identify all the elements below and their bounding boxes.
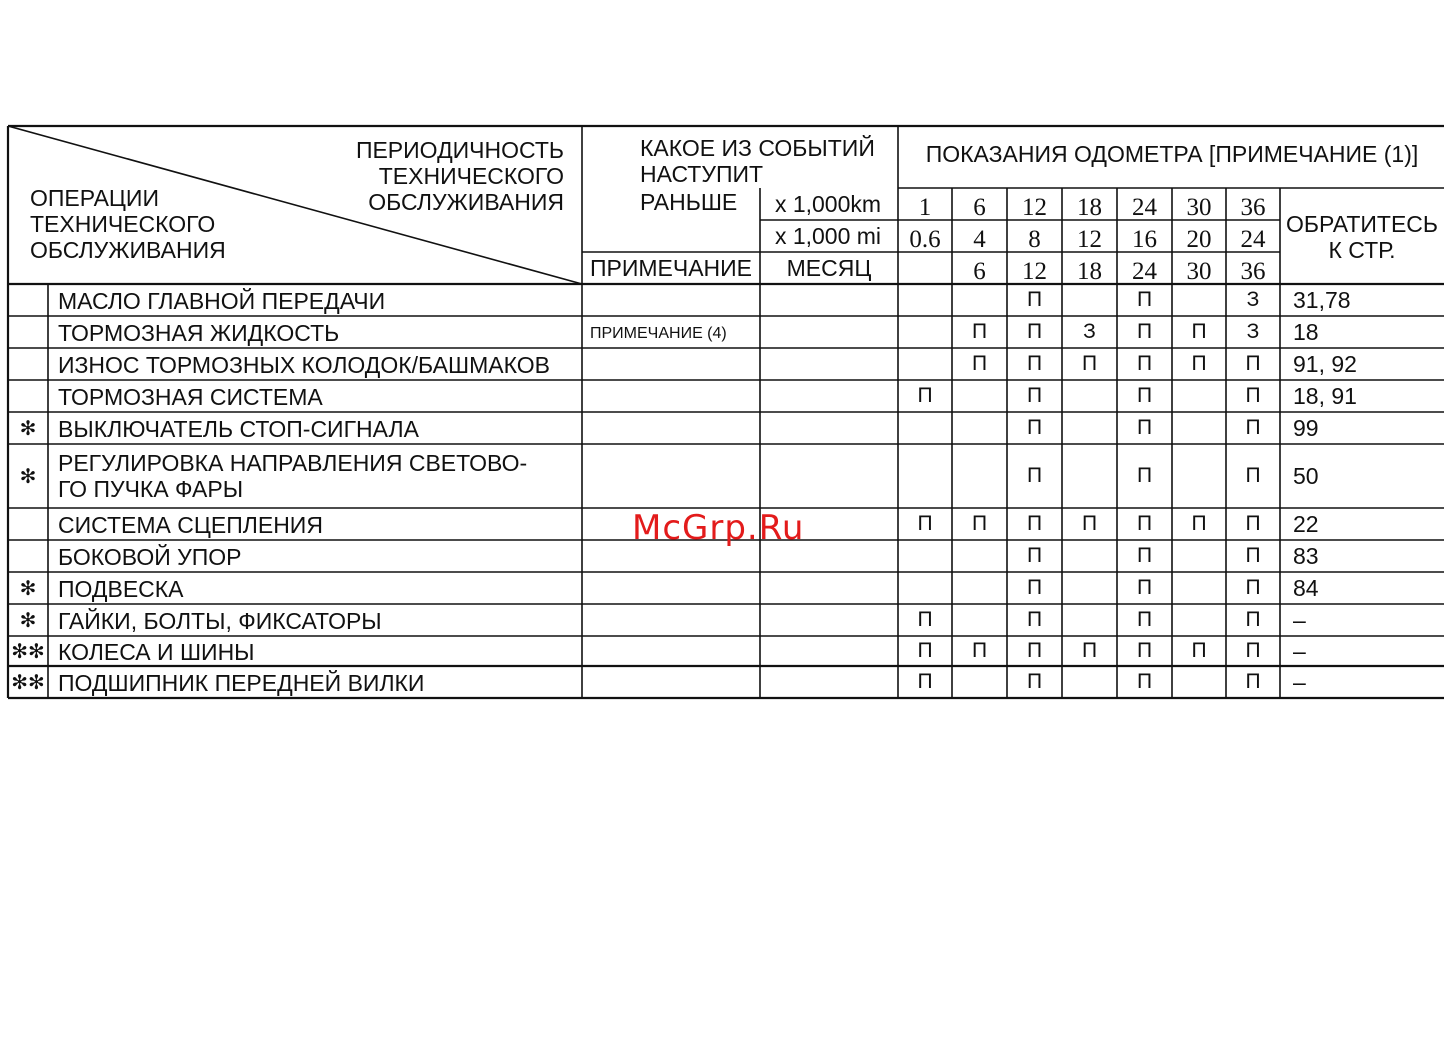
- refer-page-number: –: [1293, 669, 1306, 695]
- maintenance-mark: П: [1081, 352, 1098, 375]
- refer-page-number: –: [1293, 607, 1306, 633]
- maintenance-mark: П: [1026, 464, 1043, 487]
- maintenance-mark: П: [1245, 416, 1261, 439]
- maintenance-mark: П: [1191, 639, 1207, 662]
- refer-page-number: 83: [1293, 543, 1319, 569]
- refer-page-number: 99: [1293, 415, 1319, 441]
- periodicity-heading: ОБСЛУЖИВАНИЯ: [368, 189, 564, 215]
- maintenance-mark: П: [1245, 608, 1261, 631]
- month-column-label: МЕСЯЦ: [786, 255, 872, 281]
- maintenance-mark: П: [917, 512, 933, 535]
- maintenance-mark: П: [1191, 320, 1207, 343]
- odometer-mi-value: 20: [1186, 226, 1212, 253]
- refer-page-number: 91, 92: [1293, 351, 1357, 377]
- which-first-heading: КАКОЕ ИЗ СОБЫТИЙ: [640, 135, 875, 161]
- maintenance-mark: П: [1136, 608, 1153, 631]
- refer-page-number: –: [1293, 638, 1306, 664]
- odometer-month-value: 6: [973, 258, 986, 285]
- maintenance-mark: П: [1136, 576, 1153, 599]
- odometer-month-value: 12: [1022, 258, 1047, 285]
- odometer-mi-value: 24: [1240, 226, 1266, 253]
- maintenance-mark: П: [917, 670, 933, 693]
- maintenance-mark: П: [1136, 288, 1153, 311]
- maintenance-mark: П: [1026, 352, 1043, 375]
- maintenance-mark: П: [1191, 512, 1207, 535]
- maintenance-mark: П: [917, 608, 933, 631]
- maintenance-mark: П: [1136, 639, 1153, 662]
- maintenance-mark: П: [1136, 416, 1153, 439]
- maintenance-mark: П: [1245, 639, 1261, 662]
- maintenance-mark: П: [1245, 576, 1261, 599]
- maintenance-mark: П: [1136, 352, 1153, 375]
- operation-name: ГО ПУЧКА ФАРЫ: [58, 476, 244, 502]
- maintenance-mark: П: [971, 512, 988, 535]
- operation-name: ПОДВЕСКА: [58, 576, 184, 602]
- maintenance-mark: П: [1136, 320, 1153, 343]
- maintenance-mark: П: [1026, 639, 1043, 662]
- refer-page-number: 84: [1293, 575, 1319, 601]
- odometer-km-value: 30: [1186, 194, 1212, 221]
- maintenance-mark: П: [917, 384, 933, 407]
- odometer-mi-value: 0.6: [909, 226, 941, 253]
- operation-name: РЕГУЛИРОВКА НАПРАВЛЕНИЯ СВЕТОВО-: [58, 450, 528, 476]
- operations-heading: ОБСЛУЖИВАНИЯ: [30, 237, 226, 263]
- maintenance-mark: П: [1026, 576, 1043, 599]
- maintenance-mark: П: [1245, 464, 1261, 487]
- maintenance-mark: П: [1081, 639, 1098, 662]
- watermark: McGrp.Ru: [632, 508, 805, 548]
- maintenance-mark: П: [1245, 384, 1261, 407]
- severity-asterisk: ✻✻: [11, 641, 45, 663]
- maintenance-mark: П: [971, 352, 988, 375]
- maintenance-mark: П: [1026, 608, 1043, 631]
- odometer-heading: ПОКАЗАНИЯ ОДОМЕТРА [ПРИМЕЧАНИЕ (1)]: [925, 141, 1419, 167]
- odometer-km-value: 6: [973, 194, 986, 221]
- odometer-km-value: 36: [1240, 194, 1266, 221]
- refer-page-number: 18: [1293, 319, 1319, 345]
- maintenance-mark: П: [1136, 670, 1153, 693]
- severity-asterisk: ✻✻: [11, 672, 45, 694]
- maintenance-mark: П: [1026, 320, 1043, 343]
- refer-page-number: 31,78: [1293, 287, 1351, 313]
- odometer-month-value: 24: [1132, 258, 1157, 285]
- which-first-heading: НАСТУПИТ: [640, 161, 764, 187]
- maintenance-mark: П: [1026, 544, 1043, 567]
- odometer-month-value: 36: [1240, 258, 1266, 285]
- operation-name: ТОРМОЗНАЯ ЖИДКОСТЬ: [58, 320, 340, 346]
- odometer-mi-value: 12: [1077, 226, 1102, 253]
- maintenance-mark: П: [1245, 670, 1261, 693]
- severity-asterisk: ✻: [19, 466, 37, 488]
- maintenance-mark: П: [1026, 670, 1043, 693]
- maintenance-mark: З: [1246, 288, 1260, 311]
- refer-page-number: 50: [1293, 463, 1319, 489]
- operation-name: МАСЛО ГЛАВНОЙ ПЕРЕДАЧИ: [58, 288, 386, 314]
- odometer-mi-value: 8: [1028, 226, 1041, 253]
- operation-name: ВЫКЛЮЧАТЕЛЬ СТОП-СИГНАЛА: [58, 416, 419, 442]
- odometer-mi-value: 4: [973, 226, 986, 253]
- operation-note: ПРИМЕЧАНИЕ (4): [590, 325, 727, 342]
- maintenance-mark: П: [1245, 512, 1261, 535]
- periodicity-heading: ПЕРИОДИЧНОСТЬ: [355, 137, 564, 163]
- maintenance-mark: П: [1026, 288, 1043, 311]
- note-column-label: ПРИМЕЧАНИЕ: [589, 255, 753, 281]
- maintenance-mark: П: [1136, 544, 1153, 567]
- maintenance-mark: П: [1026, 416, 1043, 439]
- odometer-month-value: 30: [1186, 258, 1212, 285]
- maintenance-mark: П: [1191, 352, 1207, 375]
- operation-name: СИСТЕМА СЦЕПЛЕНИЯ: [58, 512, 323, 538]
- odometer-mi-value: 16: [1132, 226, 1157, 253]
- refer-page-number: 18, 91: [1293, 383, 1357, 409]
- maintenance-mark: П: [1245, 544, 1261, 567]
- maintenance-mark: З: [1083, 320, 1096, 343]
- operation-name: ГАЙКИ, БОЛТЫ, ФИКСАТОРЫ: [58, 608, 382, 634]
- unit-mi-label: x 1,000 mi: [774, 223, 882, 249]
- operation-name: КОЛЕСА И ШИНЫ: [58, 639, 255, 665]
- refer-page-heading: К СТР.: [1328, 237, 1396, 263]
- operations-heading: ОПЕРАЦИИ: [30, 185, 159, 211]
- maintenance-mark: П: [1026, 384, 1043, 407]
- maintenance-mark: П: [1136, 464, 1153, 487]
- periodicity-heading: ТЕХНИЧЕСКОГО: [378, 163, 564, 189]
- maintenance-mark: П: [971, 320, 988, 343]
- refer-page-heading: ОБРАТИТЕСЬ: [1285, 211, 1439, 237]
- refer-page-number: 22: [1293, 511, 1319, 537]
- which-first-heading: РАНЬШЕ: [640, 189, 738, 215]
- operations-heading: ТЕХНИЧЕСКОГО: [30, 211, 216, 237]
- maintenance-mark: П: [1136, 512, 1153, 535]
- odometer-km-value: 18: [1077, 194, 1102, 221]
- maintenance-mark: З: [1246, 320, 1260, 343]
- severity-asterisk: ✻: [19, 418, 37, 440]
- maintenance-mark: П: [1081, 512, 1098, 535]
- maintenance-mark: П: [971, 639, 988, 662]
- operation-name: ПОДШИПНИК ПЕРЕДНЕЙ ВИЛКИ: [58, 670, 425, 696]
- operation-name: БОКОВОЙ УПОР: [58, 544, 242, 570]
- severity-asterisk: ✻: [19, 610, 37, 632]
- operation-name: ТОРМОЗНАЯ СИСТЕМА: [58, 384, 323, 410]
- maintenance-mark: П: [1136, 384, 1153, 407]
- maintenance-mark: П: [1245, 352, 1261, 375]
- unit-km-label: x 1,000km: [774, 191, 882, 217]
- operation-name: ИЗНОС ТОРМОЗНЫХ КОЛОДОК/БАШМАКОВ: [58, 352, 550, 378]
- odometer-month-value: 18: [1077, 258, 1102, 285]
- odometer-km-value: 24: [1132, 194, 1157, 221]
- maintenance-mark: П: [917, 639, 933, 662]
- maintenance-mark: П: [1026, 512, 1043, 535]
- odometer-km-value: 1: [918, 194, 932, 221]
- odometer-km-value: 12: [1022, 194, 1047, 221]
- severity-asterisk: ✻: [19, 578, 37, 600]
